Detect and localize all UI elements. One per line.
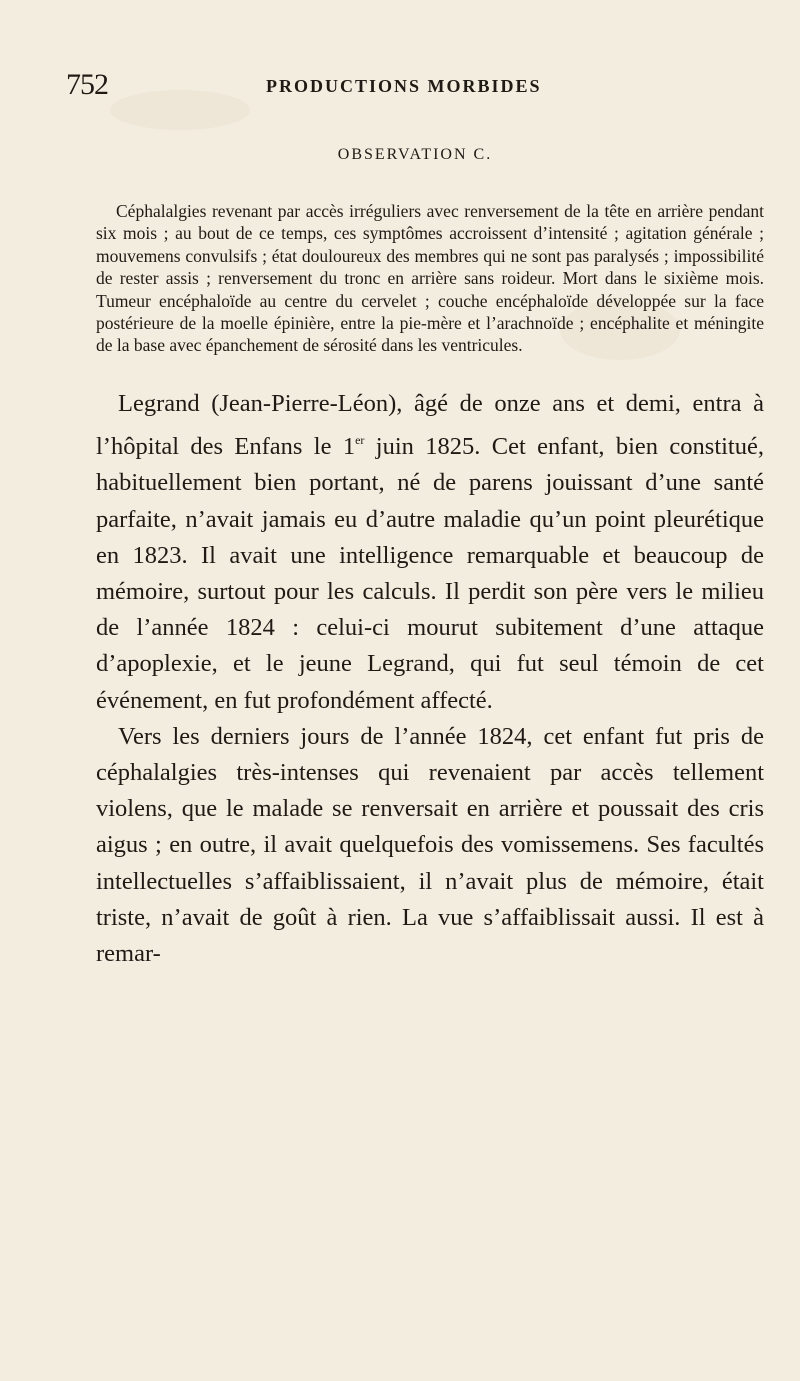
paragraph-1-start: Legrand (Jean-Pierre-Léon), âgé de onze ans et demi, entra à l’hôpital des Enfans le 1 bbox=[96, 390, 764, 461]
ordinal-superscript: er bbox=[355, 433, 365, 448]
running-head bbox=[66, 68, 756, 108]
paragraph-2: Vers les derniers jours de l’année 1824, cet enfant fut pris de céphalalgies très-intenses qui revenaient par accès tellement violens, que le malade se renversait en arrière et poussait des cris aigus ; en outre, il avait quelquefois des vomissemens. Ses facultés intellectuelles s’affaiblissaient, il n’avait plus de mémoire, était triste, n’avait de goût à rien. La vue s’affaiblissait aussi. Il est à remar- bbox=[96, 722, 764, 968]
case-narrative bbox=[96, 386, 764, 972]
running-title: PRODUCTIONS MORBIDES bbox=[266, 76, 542, 96]
observation-title: OBSERVATION C. bbox=[337, 146, 493, 163]
page-number: 752 bbox=[66, 68, 108, 101]
paragraph-1 bbox=[96, 386, 764, 719]
paragraph-1-rest: juin 1825. Cet enfant, bien constitué, habituellement bien portant, né de parens jouissant d’une santé parfaite, n’avait jamais eu d’autre maladie qu’un point pleurétique en 1823. Il avait une intelligence remarquable et beaucoup de mémoire, surtout pour les calculs. Il perdit son père vers le milieu de l’année 1824 : celui-ci mourut subitement d’une attaque d’apoplexie, et le jeune Legrand, qui fut seul témoin de cet événement, en fut profondément affecté. bbox=[96, 433, 764, 714]
case-summary: Céphalalgies revenant par accès irréguliers avec renversement de la tête en arrière pendant six mois ; au bout de ce temps, ces symptômes accroissent d’intensité ; agitation générale ; mouvemens convulsifs ; état douloureux des membres qui ne sont pas paralysés ; impossibilité de rester assis ; renversement du tronc en arrière sans roideur. Mort dans le sixième mois. Tumeur encéphaloïde au centre du cervelet ; couche encéphaloïde développée sur la face postérieure de la moelle épinière, entre la pie-mère et l’arachnoïde ; encéphalite et méningite de la base avec épanchement de sérosité dans les ventricules. bbox=[96, 201, 764, 356]
